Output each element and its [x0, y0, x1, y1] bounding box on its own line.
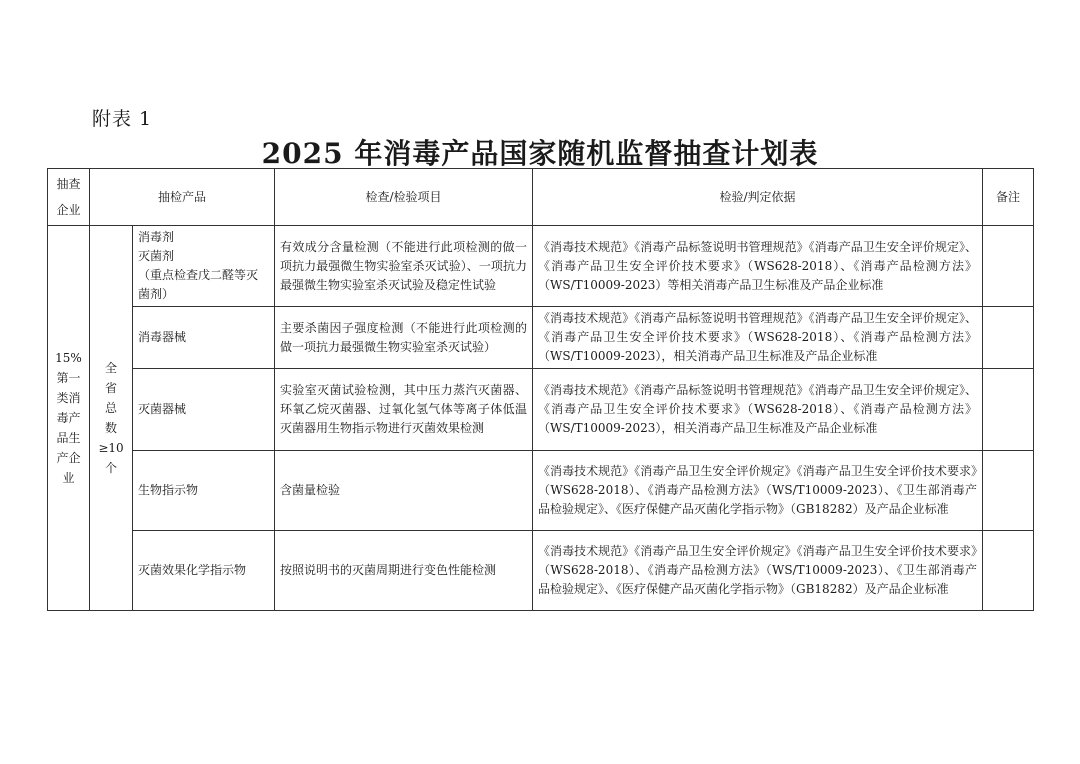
items-cell: 主要杀菌因子强度检测（不能进行此项检测的做一项抗力最强微生物实验室杀灭试验）	[275, 307, 533, 369]
items-cell: 含菌量检验	[275, 451, 533, 531]
items-cell: 按照说明书的灭菌周期进行变色性能检测	[275, 531, 533, 611]
header-items: 检查/检验项目	[275, 169, 533, 226]
remarks-cell	[983, 307, 1034, 369]
basis-cell: 《消毒技术规范》《消毒产品卫生安全评价规定》《消毒产品卫生安全评价技术要求》（WS628-2018）、《消毒产品检测方法》（WS/T10009-2023）、《卫生部消毒产品检验规定》、《医疗保健产品灭菌化学指示物》（GB18282）及产品企业标准	[533, 451, 983, 531]
header-enterprise: 抽查企业	[48, 169, 90, 226]
basis-cell: 《消毒技术规范》《消毒产品标签说明书管理规范》《消毒产品卫生安全评价规定》、《消毒产品卫生安全评价技术要求》（WS628-2018）、《消毒产品检测方法》（WS/T10009-2023），相关消毒产品卫生标准及产品企业标准	[533, 369, 983, 451]
table-row	[48, 369, 1034, 451]
table-row	[48, 531, 1034, 611]
header-product: 抽检产品	[90, 169, 275, 226]
document-title: 2025 年消毒产品国家随机监督抽查计划表	[261, 137, 819, 170]
remarks-cell	[983, 531, 1034, 611]
product-cell: 灭菌效果化学指示物	[133, 531, 275, 611]
product-cell: 消毒器械	[133, 307, 275, 369]
header-basis: 检验/判定依据	[533, 169, 983, 226]
inspection-plan-table	[47, 168, 1034, 611]
total-count-cell: 全 省 总 数 ≥10 个	[90, 226, 133, 611]
table-row	[48, 226, 1034, 307]
items-cell: 有效成分含量检测（不能进行此项检测的做一项抗力最强微生物实验室杀灭试验）、一项抗力最强微生物实验室杀灭试验及稳定性试验	[275, 226, 533, 307]
table-header-row	[48, 169, 1034, 226]
remarks-cell	[983, 369, 1034, 451]
basis-cell: 《消毒技术规范》《消毒产品卫生安全评价规定》《消毒产品卫生安全评价技术要求》（WS628-2018）、《消毒产品检测方法》（WS/T10009-2023）、《卫生部消毒产品检验规定》、《医疗保健产品灭菌化学指示物》（GB18282）及产品企业标准	[533, 531, 983, 611]
items-cell: 实验室灭菌试验检测，其中压力蒸汽灭菌器、环氧乙烷灭菌器、过氧化氢气体等离子体低温灭菌器用生物指示物进行灭菌效果检测	[275, 369, 533, 451]
product-cell: 生物指示物	[133, 451, 275, 531]
remarks-cell	[983, 226, 1034, 307]
header-remarks: 备注	[983, 169, 1034, 226]
table-row	[48, 307, 1034, 369]
annex-label: 附表 1	[92, 108, 153, 130]
table-row	[48, 451, 1034, 531]
product-cell: 消毒剂 灭菌剂 （重点检查戊二醛等灭菌剂）	[133, 226, 275, 307]
product-cell: 灭菌器械	[133, 369, 275, 451]
basis-cell: 《消毒技术规范》《消毒产品标签说明书管理规范》《消毒产品卫生安全评价规定》、《消毒产品卫生安全评价技术要求》（WS628-2018）、《消毒产品检测方法》（WS/T10009-2023），相关消毒产品卫生标准及产品企业标准	[533, 307, 983, 369]
basis-cell: 《消毒技术规范》《消毒产品标签说明书管理规范》《消毒产品卫生安全评价规定》、《消毒产品卫生安全评价技术要求》（WS628-2018）、《消毒产品检测方法》（WS/T10009-2023）等相关消毒产品卫生标准及产品企业标准	[533, 226, 983, 307]
enterprise-cell: 15% 第一 类消 毒产 品生 产企 业	[48, 226, 90, 611]
remarks-cell	[983, 451, 1034, 531]
